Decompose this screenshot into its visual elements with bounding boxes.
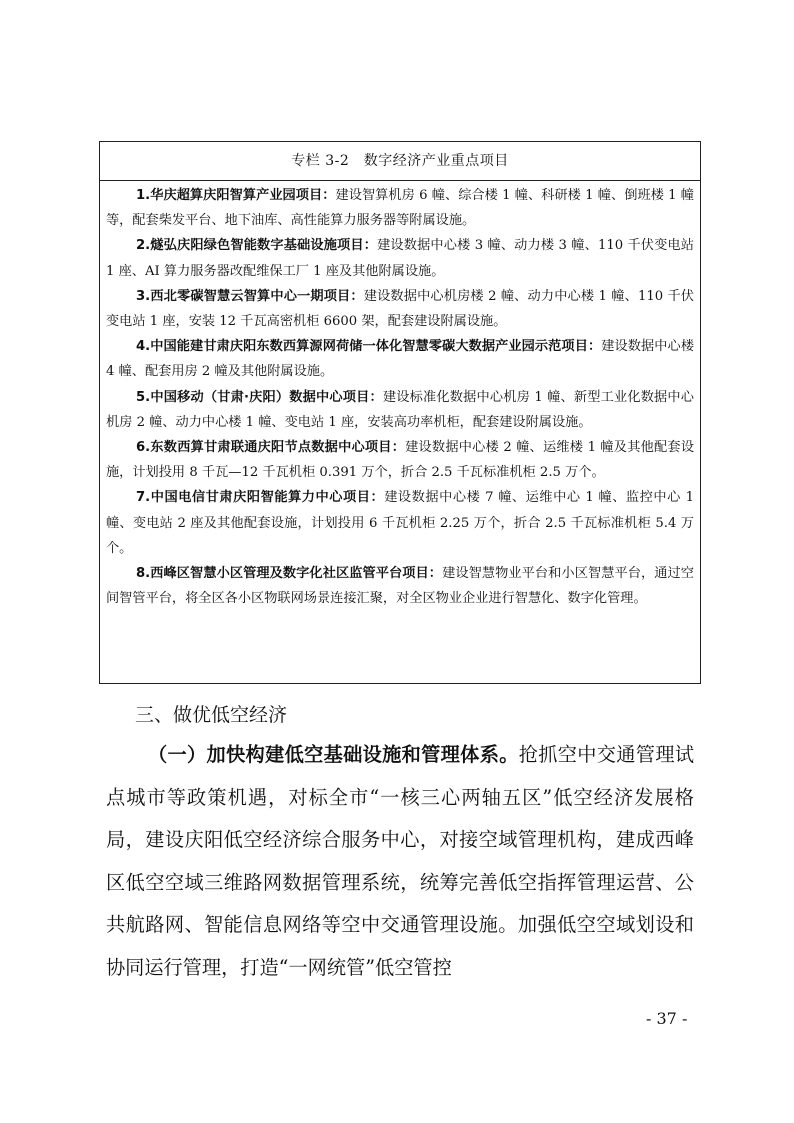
project-title: 4.中国能建甘肃庆阳东数西算源网荷储一体化智慧零碳大数据产业园示范项目： xyxy=(136,339,602,355)
project-item xyxy=(106,561,694,611)
project-title: 8.西峰区智慧小区管理及数字化社区监管平台项目： xyxy=(136,566,443,582)
project-item xyxy=(106,334,694,384)
project-body: 建设数据中心机房楼 2 幢、动力中心楼 1 幢、110 千伏变电站 1 座，安装 12 千瓦高密机柜 6600 架，配套建设附属设施。 xyxy=(106,288,694,330)
project-item xyxy=(106,233,694,283)
project-title: 1.华庆超算庆阳智算产业园项目： xyxy=(136,188,336,203)
project-box xyxy=(99,141,701,684)
paragraph-heading: （一）加快构建低空基础设施和管理体系。 xyxy=(148,743,519,766)
project-body: 建设数据中心楼 4 幢、配套用房 2 幢及其他附属设施。 xyxy=(106,339,695,380)
box-title: 专栏 3-2 数字经济产业重点项目 xyxy=(100,142,700,181)
project-body: 建设智算机房 6 幢、综合楼 1 幢、科研楼 1 幢、倒班楼 1 幢等，配套柴发平台、地下油库、高性能算力服务器等附属设施。 xyxy=(106,188,694,229)
page-number: - 37 - xyxy=(646,1009,688,1028)
project-item xyxy=(106,385,694,435)
project-body: 建设数据中心楼 2 幢、运维楼 1 幢及其他配套设施，计划投用 8 千瓦—12 千瓦机柜 0.391 万个，折合 2.5 千瓦标准机柜 2.5 万个。 xyxy=(106,440,695,481)
body-paragraph xyxy=(106,734,694,990)
project-title: 2.燧弘庆阳绿色智能数字基础设施项目： xyxy=(136,238,378,254)
section-heading: 三、做优低空经济 xyxy=(135,704,288,726)
project-body: 建设数据中心楼 7 幢、运维中心 1 幢、监控中心 1 幢、变电站 2 座及其他配套设施，计划投用 6 千瓦机柜 2.25 万个，折合 2.5 千瓦标准机柜 5.4 万个。 xyxy=(106,490,694,556)
project-body: 建设标准化数据中心机房 1 幢、新型工业化数据中心机房 2 幢、动力中心楼 1 幢、变电站 1 座，安装高功率机柜，配套建设附属设施。 xyxy=(106,389,694,430)
project-title: 6.东数西算甘肃联通庆阳节点数据中心项目： xyxy=(136,440,406,456)
project-title: 5.中国移动（甘肃·庆阳）数据中心项目： xyxy=(136,389,383,405)
project-item xyxy=(106,284,694,334)
project-item xyxy=(106,435,694,485)
project-title: 3.西北零碳智慧云智算中心一期项目： xyxy=(136,288,364,304)
paragraph-body: 抢抓空中交通管理试点城市等政策机遇，对标全市“一核三心两轴五区”低空经济发展格局，建设庆阳低空经济综合服务中心，对接空域管理机构，建成西峰区低空空域三维路网数据管理系统，统筹完善低空指挥管理运营、公共航路网、智能信息网络等空中交通管理设施。加强低空空域划设和协同运行管理，打造“一网统管”低空管控 xyxy=(106,743,695,979)
project-body: 建设数据中心楼 3 幢、动力楼 3 幢、110 千伏变电站 1 座、AI 算力服务器改配维保工厂 1 座及其他附属设施。 xyxy=(106,238,694,279)
project-title: 7.中国电信甘肃庆阳智能算力中心项目： xyxy=(136,490,385,506)
project-item xyxy=(106,183,694,233)
project-item xyxy=(106,485,694,561)
project-list xyxy=(100,181,700,611)
project-body: 建设智慧物业平台和小区智慧平台，通过空间智管平台，将全区各小区物联网场景连接汇聚，对全区物业企业进行智慧化、数字化管理。 xyxy=(106,566,694,607)
